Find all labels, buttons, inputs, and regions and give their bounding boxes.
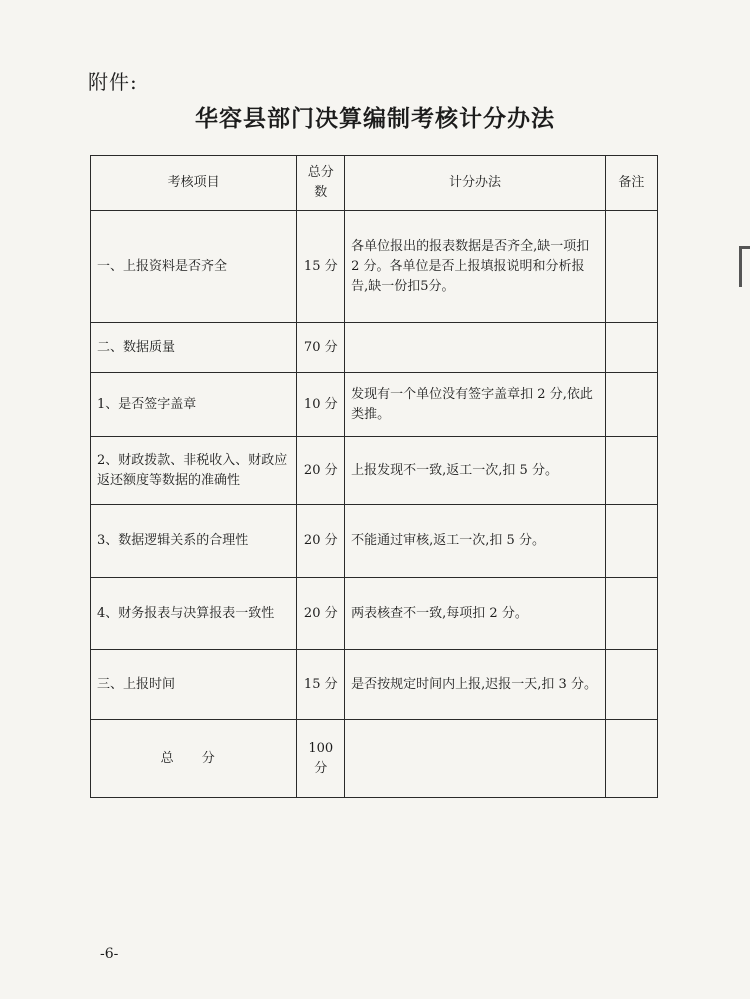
- table-row: [91, 578, 658, 650]
- row-method: 上报发现不一致,返工一次,扣 5 分。: [345, 437, 606, 505]
- row-note: [605, 720, 657, 798]
- row-score: 70 分: [297, 323, 345, 373]
- header-total: 总分数: [297, 156, 345, 211]
- row-score: 100分: [297, 720, 345, 798]
- row-method: 是否按规定时间内上报,迟报一天,扣 3 分。: [345, 650, 606, 720]
- row-note: [605, 437, 657, 505]
- row-item: 总 分: [91, 720, 297, 798]
- header-item: 考核项目: [91, 156, 297, 211]
- table-row: [91, 437, 658, 505]
- row-item: 2、财政拨款、非税收入、财政应返还额度等数据的准确性: [91, 437, 297, 505]
- row-method: 不能通过审核,返工一次,扣 5 分。: [345, 505, 606, 578]
- row-note: [605, 505, 657, 578]
- table-row: [91, 211, 658, 323]
- attachment-label: 附件:: [88, 70, 138, 94]
- row-item: 三、上报时间: [91, 650, 297, 720]
- row-score: 20 分: [297, 578, 345, 650]
- row-score: 20 分: [297, 437, 345, 505]
- row-note: [605, 578, 657, 650]
- row-score: 15 分: [297, 650, 345, 720]
- row-score: 15 分: [297, 211, 345, 323]
- row-method: [345, 720, 606, 798]
- row-note: [605, 373, 657, 437]
- page-number: -6-: [100, 946, 119, 962]
- edge-bracket-mark: [739, 246, 750, 287]
- header-method: 计分办法: [345, 156, 606, 211]
- header-note: 备注: [605, 156, 657, 211]
- table-row: [91, 323, 658, 373]
- table-row: [91, 650, 658, 720]
- row-item: 二、数据质量: [91, 323, 297, 373]
- row-note: [605, 323, 657, 373]
- document-title: 华容县部门决算编制考核计分办法: [195, 106, 555, 132]
- row-item: 1、是否签字盖章: [91, 373, 297, 437]
- row-note: [605, 211, 657, 323]
- row-item: 一、上报资料是否齐全: [91, 211, 297, 323]
- table-row: [91, 505, 658, 578]
- table-row: [91, 373, 658, 437]
- row-method: 两表核查不一致,每项扣 2 分。: [345, 578, 606, 650]
- row-method: 发现有一个单位没有签字盖章扣 2 分,依此类推。: [345, 373, 606, 437]
- row-item: 3、数据逻辑关系的合理性: [91, 505, 297, 578]
- row-method: 各单位报出的报表数据是否齐全,缺一项扣 2 分。各单位是否上报填报说明和分析报告,缺一份扣5分。: [345, 211, 606, 323]
- table-total-row: [91, 720, 658, 798]
- row-method: [345, 323, 606, 373]
- row-score: 20 分: [297, 505, 345, 578]
- row-score: 10 分: [297, 373, 345, 437]
- table-header-row: [91, 156, 658, 211]
- scoring-table: [90, 155, 658, 798]
- row-note: [605, 650, 657, 720]
- row-item: 4、财务报表与决算报表一致性: [91, 578, 297, 650]
